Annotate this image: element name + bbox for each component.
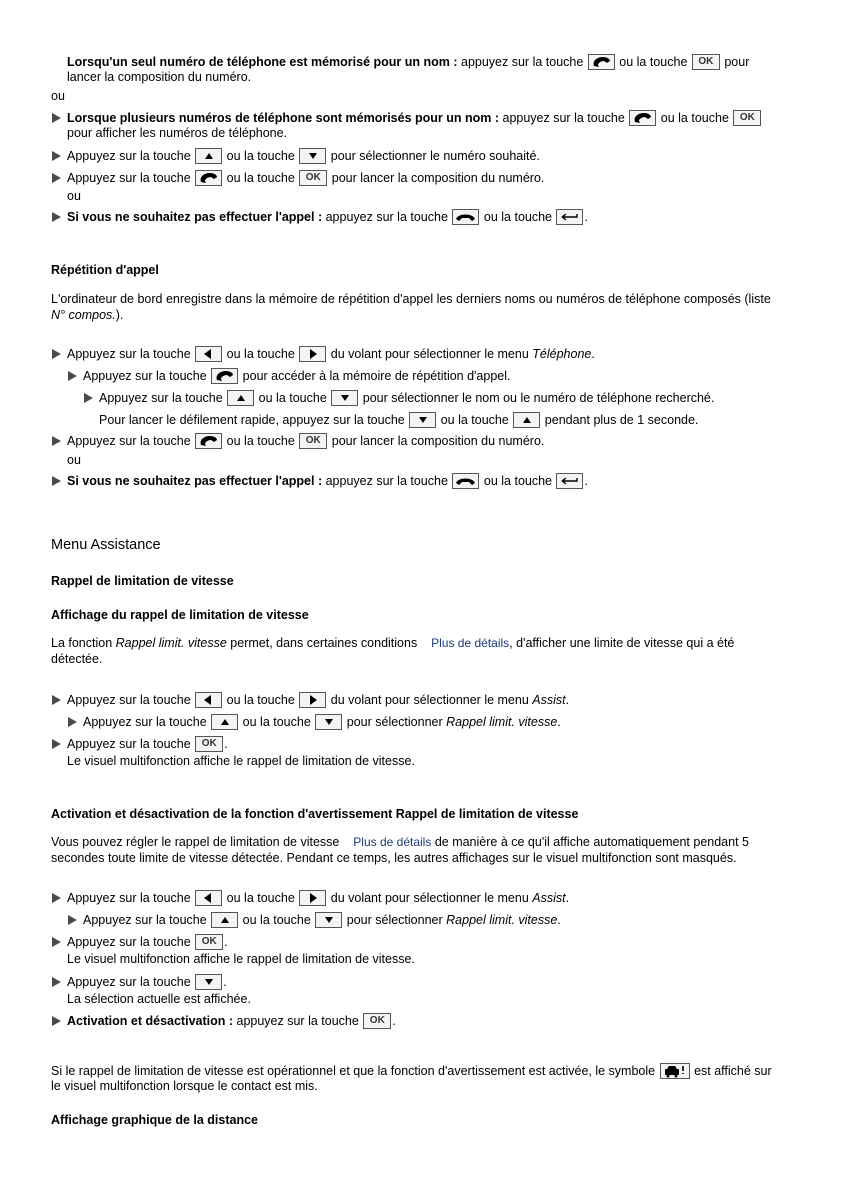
down-key xyxy=(315,912,342,928)
heading-affichage: Affichage du rappel de limitation de vitesse xyxy=(51,608,309,622)
item-fast-scroll: Pour lancer le défilement rapide, appuyez sur la touche ou la touche pendant plus de 1 seconde. xyxy=(99,413,699,427)
bullet-icon xyxy=(52,113,61,123)
item-confirm-result: Le visuel multifonction affiche le rappel de limitation de vitesse. xyxy=(67,754,415,768)
down-key xyxy=(409,412,436,428)
down-key xyxy=(331,390,358,406)
left-key xyxy=(195,890,222,906)
bullet-icon xyxy=(68,717,77,727)
item-down: Appuyez sur la touche . xyxy=(67,975,227,989)
up-key xyxy=(195,148,222,164)
paragraph-affichage: La fonction Rappel limit. vitesse permet, dans certaines conditions Plus de détails, d'afficher une limite de vitesse qui a été xyxy=(51,636,735,650)
item-single-number: Lorsqu'un seul numéro de téléphone est mémorisé pour un nom : appuyez sur la touche ou la touche OK pour xyxy=(67,55,750,69)
item-confirm-2: Appuyez sur la touche OK . xyxy=(67,935,228,949)
phone-icon xyxy=(588,54,615,70)
paragraph-repetition-cont: N° compos.). xyxy=(51,308,124,322)
item-menu-assist-2: Appuyez sur la touche ou la touche du volant pour sélectionner le menu Assist. xyxy=(67,891,570,905)
car-warning-icon xyxy=(660,1063,690,1079)
left-key xyxy=(195,346,222,362)
down-key xyxy=(299,148,326,164)
heading-menu-assistance: Menu Assistance xyxy=(51,537,161,553)
left-key xyxy=(195,692,222,708)
item-confirm: Appuyez sur la touche OK . xyxy=(67,737,228,751)
bullet-icon xyxy=(68,915,77,925)
item-select-number: Appuyez sur la touche ou la touche pour sélectionner le numéro souhaité. xyxy=(67,149,540,163)
up-key xyxy=(513,412,540,428)
item-multi-number-cont: pour afficher les numéros de téléphone. xyxy=(67,126,288,140)
ok-key: OK xyxy=(363,1013,391,1029)
paragraph-activation: Vous pouvez régler le rappel de limitation de vitesse Plus de détails de manière à ce qu'il affiche automatiquement pendant 5 xyxy=(51,835,749,849)
paragraph-affichage-cont: détectée. xyxy=(51,652,103,666)
bullet-icon xyxy=(84,393,93,403)
item-confirm-2-result: Le visuel multifonction affiche le rappel de limitation de vitesse. xyxy=(67,952,415,966)
item-menu-telephone: Appuyez sur la touche ou la touche du volant pour sélectionner le menu Téléphone. xyxy=(67,347,595,361)
ou-text: ou xyxy=(67,453,81,467)
details-link[interactable]: Plus de détails xyxy=(431,636,510,650)
ok-key: OK xyxy=(299,433,327,449)
item-cancel-call: Si vous ne souhaitez pas effectuer l'appel : appuyez sur la touche ou la touche . xyxy=(67,210,588,224)
phone-icon xyxy=(195,433,222,449)
heading-distance: Affichage graphique de la distance xyxy=(51,1113,258,1127)
item-dial: Appuyez sur la touche ou la touche OK pour lancer la composition du numéro. xyxy=(67,171,545,185)
item-dial-2: Appuyez sur la touche ou la touche OK pour lancer la composition du numéro. xyxy=(67,434,545,448)
ok-key: OK xyxy=(195,934,223,950)
item-down-result: La sélection actuelle est affichée. xyxy=(67,992,251,1006)
down-key xyxy=(195,974,222,990)
ou-text: ou xyxy=(51,89,65,103)
details-link[interactable]: Plus de détails xyxy=(353,835,432,849)
bullet-icon xyxy=(68,371,77,381)
bullet-icon xyxy=(52,893,61,903)
down-key xyxy=(315,714,342,730)
hangup-icon xyxy=(452,473,479,489)
item-menu-assist: Appuyez sur la touche ou la touche du volant pour sélectionner le menu Assist. xyxy=(67,693,570,707)
ok-key: OK xyxy=(195,736,223,752)
paragraph-repetition: L'ordinateur de bord enregistre dans la mémoire de répétition d'appel les derniers noms ou numéros de téléphone composés (liste xyxy=(51,292,771,306)
item-single-number-cont: lancer la composition du numéro. xyxy=(67,70,252,84)
ok-key: OK xyxy=(733,110,761,126)
ok-key: OK xyxy=(299,170,327,186)
bold-lead: Lorsqu'un seul numéro de téléphone est mémorisé pour un nom : xyxy=(67,55,458,69)
bullet-icon xyxy=(52,476,61,486)
back-icon xyxy=(556,209,583,225)
bullet-icon xyxy=(52,349,61,359)
up-key xyxy=(211,714,238,730)
bullet-icon xyxy=(52,739,61,749)
item-multi-number: Lorsque plusieurs numéros de téléphone sont mémorisés pour un nom : appuyez sur la touche ou la touche OK xyxy=(67,110,762,126)
right-key xyxy=(299,890,326,906)
bullet-icon xyxy=(52,977,61,987)
bullet-icon xyxy=(52,436,61,446)
up-key xyxy=(227,390,254,406)
item-select-rappel-2: Appuyez sur la touche ou la touche pour sélectionner Rappel limit. vitesse. xyxy=(83,913,561,927)
ok-key: OK xyxy=(692,54,720,70)
heading-repetition: Répétition d'appel xyxy=(51,263,159,277)
paragraph-symbol-cont: le visuel multifonction lorsque le contact est mis. xyxy=(51,1079,318,1093)
item-redial-memory: Appuyez sur la touche pour accéder à la mémoire de répétition d'appel. xyxy=(83,369,511,383)
bullet-icon xyxy=(52,1016,61,1026)
phone-icon xyxy=(195,170,222,186)
right-key xyxy=(299,692,326,708)
paragraph-symbol: Si le rappel de limitation de vitesse est opérationnel et que la fonction d'avertissement est activée, le symbole est affiché sur xyxy=(51,1064,772,1078)
paragraph-activation-cont: secondes toute limite de vitesse détectée. Pendant ce temps, les autres affichages sur le visuel multifonction sont masqués. xyxy=(51,851,737,865)
bullet-icon xyxy=(52,695,61,705)
ou-text: ou xyxy=(67,189,81,203)
item-select-rappel: Appuyez sur la touche ou la touche pour sélectionner Rappel limit. vitesse. xyxy=(83,715,561,729)
heading-activation: Activation et désactivation de la fonction d'avertissement Rappel de limitation de vitesse xyxy=(51,807,579,821)
item-cancel-call-2: Si vous ne souhaitez pas effectuer l'appel : appuyez sur la touche ou la touche . xyxy=(67,474,588,488)
phone-icon xyxy=(629,110,656,126)
bullet-icon xyxy=(52,937,61,947)
item-select-name: Appuyez sur la touche ou la touche pour sélectionner le nom ou le numéro de téléphone recherché. xyxy=(99,391,715,405)
hangup-icon xyxy=(452,209,479,225)
bullet-icon xyxy=(52,173,61,183)
bullet-icon xyxy=(52,212,61,222)
item-activation: Activation et désactivation : appuyez sur la touche OK . xyxy=(67,1014,396,1028)
back-icon xyxy=(556,473,583,489)
right-key xyxy=(299,346,326,362)
phone-icon xyxy=(211,368,238,384)
heading-rappel: Rappel de limitation de vitesse xyxy=(51,574,234,588)
up-key xyxy=(211,912,238,928)
bullet-icon xyxy=(52,151,61,161)
